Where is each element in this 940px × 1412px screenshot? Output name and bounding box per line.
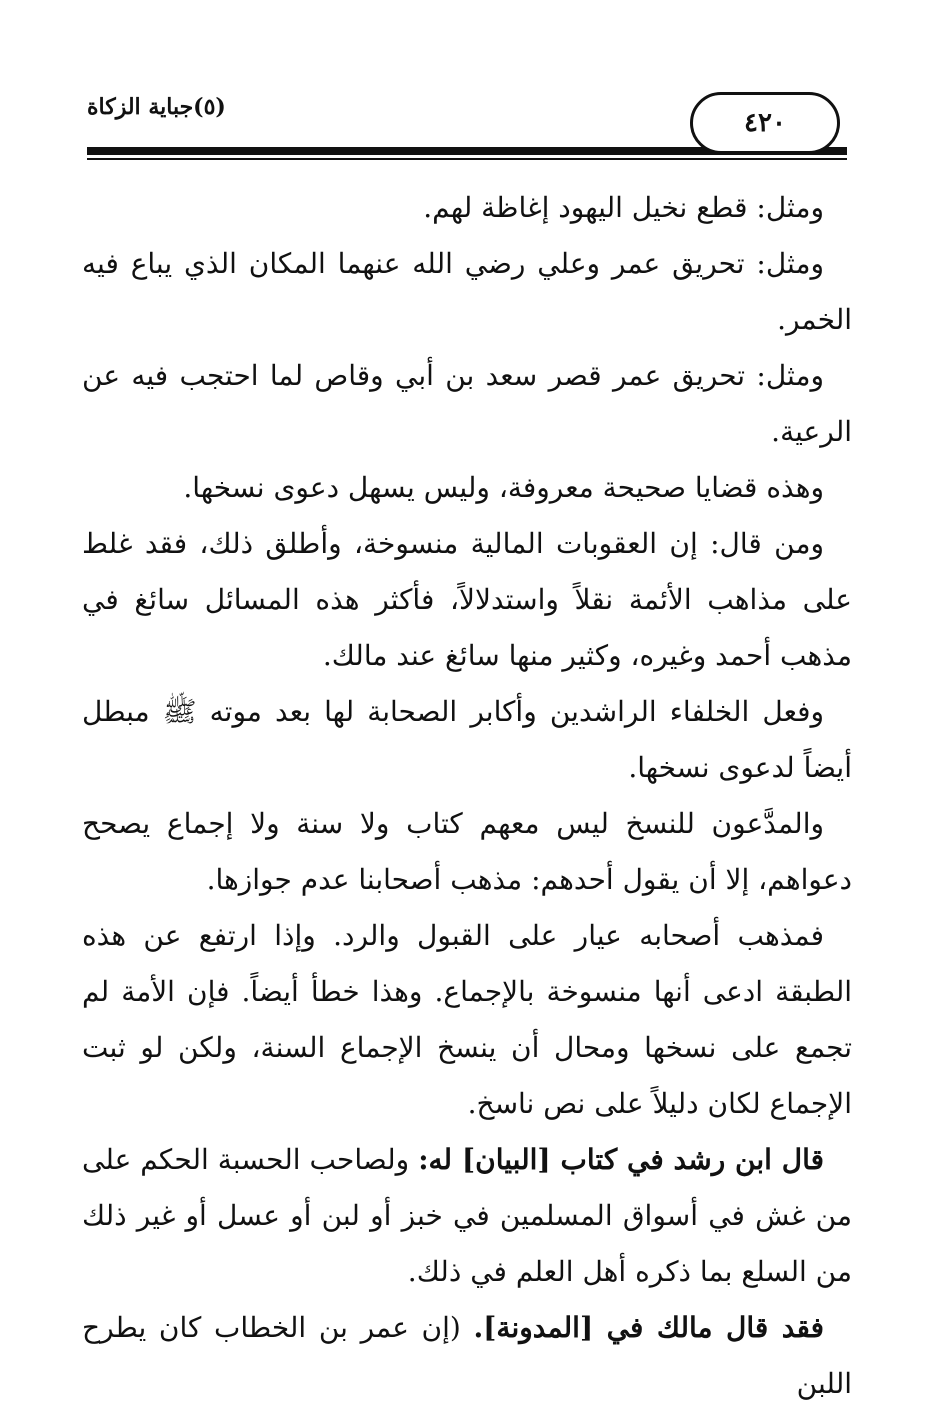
paragraph-lead: قال ابن رشد في كتاب [البيان] له: [418, 1143, 825, 1176]
page-header [87, 78, 847, 168]
paragraph-text: وفعل الخلفاء الراشدين وأكابر الصحابة لها بعد موته ﷺ مبطل أيضاً لدعوى نسخها. [82, 695, 852, 784]
header-rule-thin [87, 158, 847, 160]
paragraph-text: ولصاحب الحسبة الحكم على من غش في أسواق المسلمين في خبز أو لبن أو عسل أو غير ذلك من السلع بما ذكره أهل العلم في ذلك. [82, 1143, 852, 1288]
paragraph-3 [82, 348, 852, 460]
paragraph-4 [82, 460, 852, 516]
paragraph-text: ومن قال: إن العقوبات المالية منسوخة، وأطلق ذلك، فقد غلط على مذاهب الأئمة نقلاً واستدلالاً، فأكثر هذه المسائل سائغ في مذهب أحمد وغيره، وكثير منها سائغ عند مالك. [82, 527, 852, 672]
paragraph-text: وهذه قضايا صحيحة معروفة، وليس يسهل دعوى نسخها. [183, 471, 824, 504]
paragraph-lead: فقد قال مالك في [المدونة]. [473, 1311, 824, 1344]
paragraph-text: فمذهب أصحابه عيار على القبول والرد. وإذا ارتفع عن هذه الطبقة ادعى أنها منسوخة بالإجماع. وهذا خطأ أيضاً. فإن الأمة لم تجمع على نسخها ومحال أن ينسخ الإجماع السنة، ولكن لو ثبت الإجماع لكان دليلاً على نص ناسخ. [82, 919, 852, 1120]
paragraph-text: ومثل: تحريق عمر وعلي رضي الله عنهما المكان الذي يباع فيه الخمر. [82, 247, 852, 336]
paragraph-10 [82, 1300, 852, 1412]
paragraph-text: والمدَّعون للنسخ ليس معهم كتاب ولا سنة ولا إجماع يصحح دعواهم، إلا أن يقول أحدهم: مذهب أصحابنا عدم جوازها. [82, 807, 852, 896]
paragraph-9 [82, 1132, 852, 1300]
paragraph-text: ومثل: قطع نخيل اليهود إغاظة لهم. [423, 191, 824, 224]
paragraph-text: ومثل: تحريق عمر قصر سعد بن أبي وقاص لما احتجب فيه عن الرعية. [82, 359, 852, 448]
document-body [82, 180, 852, 1412]
running-title: (٥)جباية الزكاة [87, 94, 226, 120]
paragraph-5 [82, 516, 852, 684]
paragraph-1 [82, 180, 852, 236]
paragraph-6 [82, 684, 852, 796]
page-number-badge [690, 92, 840, 154]
paragraph-text: (إن عمر بن الخطاب كان يطرح اللبن [82, 1311, 852, 1400]
paragraph-8 [82, 908, 852, 1132]
paragraph-7 [82, 796, 852, 908]
page-number: ٤٢٠ [744, 108, 786, 138]
paragraph-2 [82, 236, 852, 348]
